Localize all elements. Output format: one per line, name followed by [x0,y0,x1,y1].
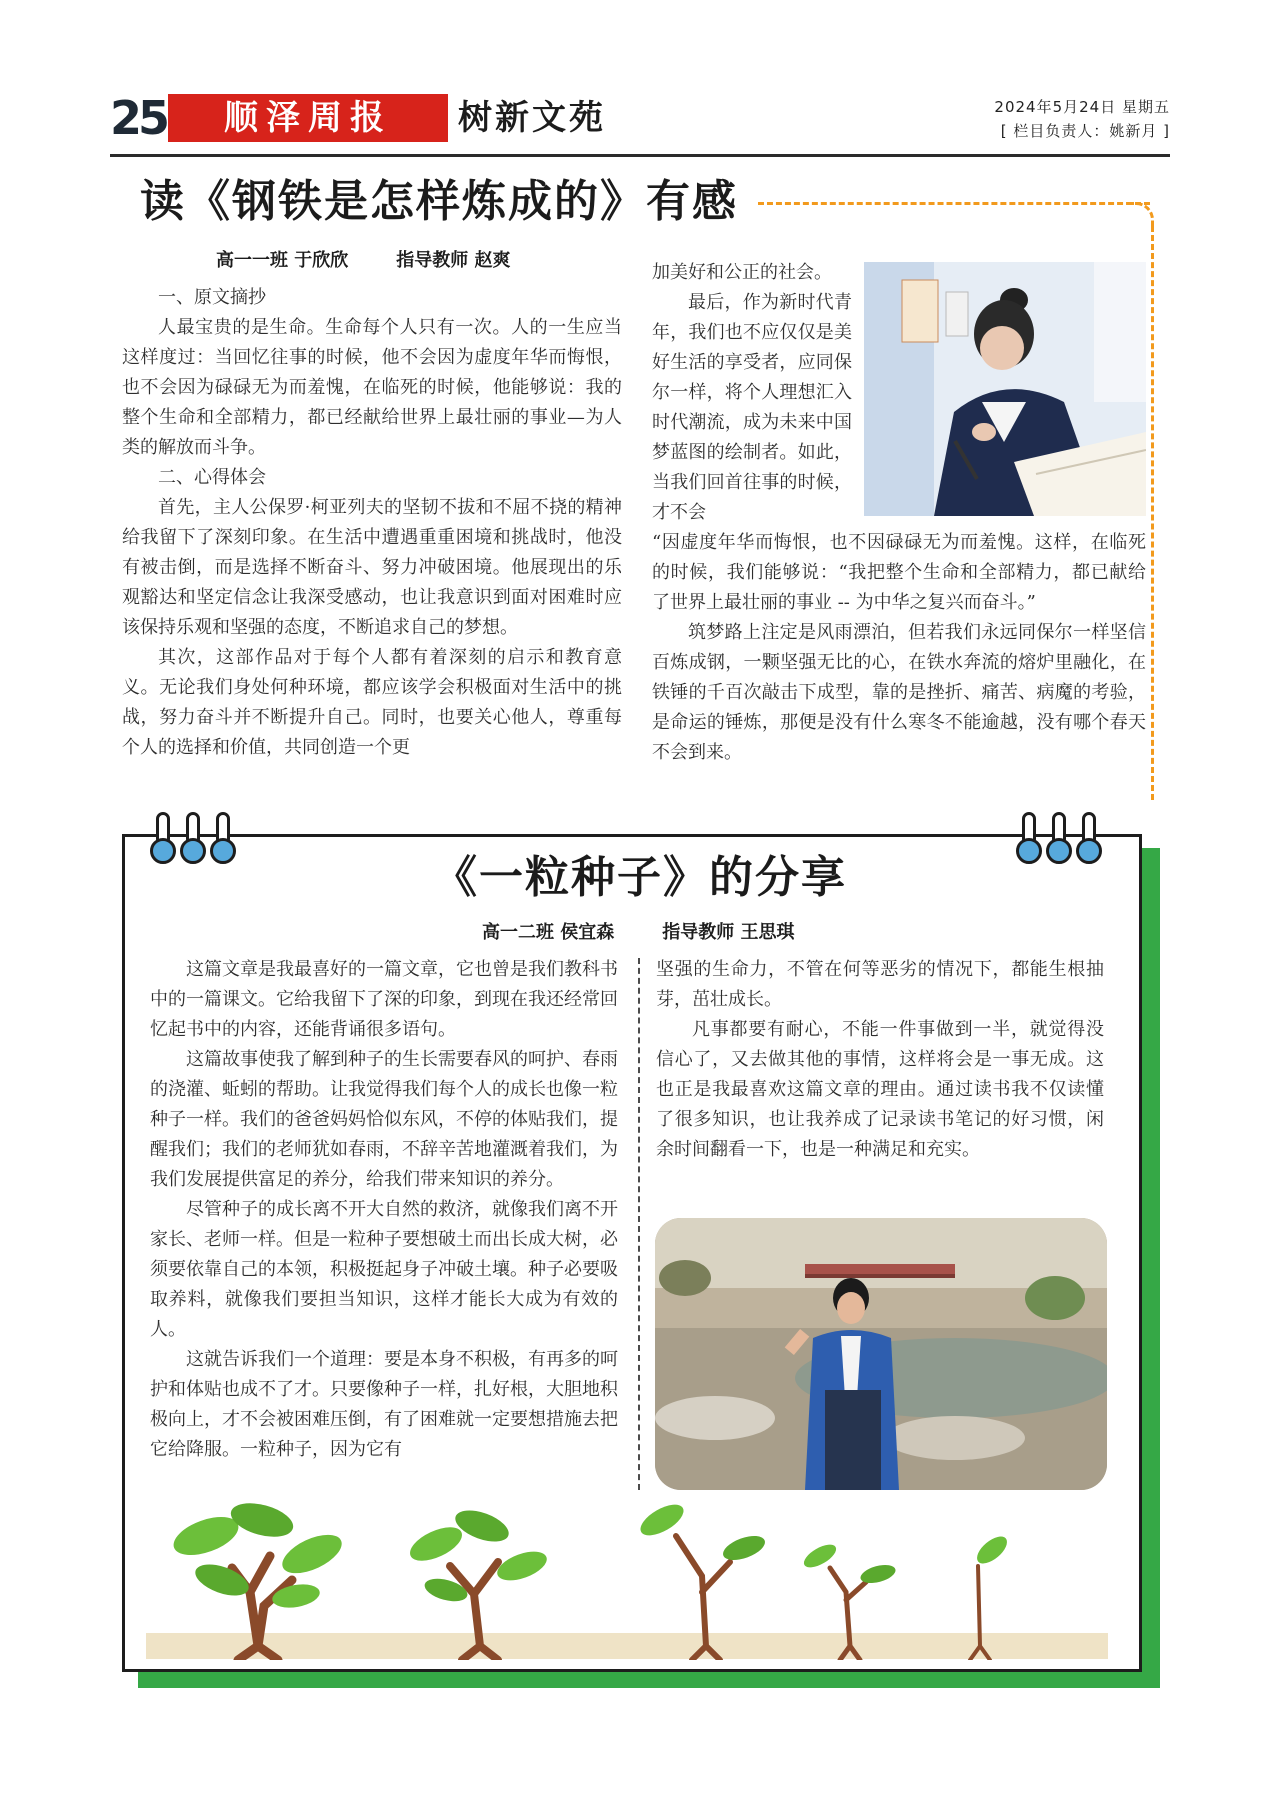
paragraph: 加美好和公正的社会。 [652,262,832,283]
paragraph: 这篇文章是我最喜好的一篇文章，它也曾是我们教科书中的一篇课文。它给我留下了深的印象，到现在我还经常回忆起书中的内容，还能背诵很多语句。 [150,959,618,1040]
article1-teacher: 指导教师 赵爽 [396,250,511,271]
small-sprout-icon [800,1540,897,1660]
article1-dashed-side [1151,226,1154,800]
column-editor: [ 栏目负责人：姚新月 ] [1000,122,1170,140]
paragraph: “因虚度年华而悔恨，也不因碌碌无为而羞愧。这样，在临死的时候，我们能够说：“我把整个生命和全部精力，都已献给了世界上最壮丽的事业 -- 为中华之复兴而奋斗。” [652,532,1146,613]
article2-author: 高一二班 侯宜森 [482,922,615,943]
article2-teacher: 指导教师 王思琪 [662,922,795,943]
column-divider [638,958,640,1490]
column-name: 树新文苑 [458,98,606,138]
seedling-icon [970,1532,1012,1660]
paragraph: 筑梦路上注定是风雨漂泊，但若我们永远同保尔一样坚信百炼成钢，一颗坚强无比的心，在铁水奔流的熔炉里融化，在铁锤的千百次敲击下成型，靠的是挫折、痛苦、病魔的考验，是命运的锤炼，那便是没有什么寒冬不能逾越，没有哪个春天不会到来。 [652,622,1146,763]
page-number: 25 [110,91,167,145]
article2-column-left [150,955,618,1465]
paper-logo: 顺泽周报 [168,94,448,142]
article1-column-right-bottom [652,528,1146,768]
article2-byline [482,918,795,944]
article1-author: 高一一班 于欣欣 [216,250,349,271]
large-tree-icon [169,1497,348,1660]
paragraph: 最后，作为新时代青年，我们也不应仅仅是美好生活的享受者，应同保尔一样，将个人理想汇入时代潮流，成为未来中国梦蓝图的绘制者。如此，当我们回首往事的时候，才不会 [652,292,852,523]
article2-column-right [656,955,1104,1165]
article1-byline [216,246,511,272]
paragraph: 其次，这部作品对于每个人都有着深刻的启示和教育意义。无论我们身处何种环境，都应该学会积极面对生活中的挑战，努力奋斗并不断提升自己。同时，也要关心他人，尊重每个人的选择和价值，共同创造一个更 [122,647,622,758]
article2-title: 《一粒种子》的分享 [433,852,847,903]
paragraph: 尽管种子的成长离不开大自然的救济，就像我们离不开家长、老师一样。但是一粒种子要想破土而出长成大树，必须要依靠自己的本领，积极挺起身子冲破土壤。种子必要吸取养料，就像我们要担当知识，这样才能长大成为有效的人。 [150,1199,618,1340]
student-writing-photo [864,262,1146,516]
masthead-rule [110,154,1170,157]
issue-date: 2024年5月24日 星期五 [994,98,1170,116]
growing-trees-illustration [146,1496,1108,1660]
student-writing-illustration [864,262,1146,516]
article1-dashed-corner [1128,202,1154,226]
student-park-illustration [655,1218,1107,1490]
paragraph: 坚强的生命力，不管在何等恶劣的情况下，都能生根抽芽，茁壮成长。 [656,959,1104,1010]
masthead [110,92,1170,154]
article1-column-left [122,283,622,763]
section-heading: 一、原文摘抄 [158,287,266,308]
medium-tree-icon [405,1504,550,1660]
article1-dashed-border [758,202,1150,205]
paragraph: 凡事都要有耐心，不能一件事做到一半，就觉得没信心了，又去做其他的事情，这样将会是一事无成。这也正是我最喜欢这篇文章的理由。通过读书我不仅读懂了很多知识，也让我养成了记录读书笔记的好习惯，闲余时间翻看一下，也是一种满足和充实。 [656,1019,1104,1160]
article1-column-right-top [652,258,852,528]
section-heading: 二、心得体会 [158,467,266,488]
sapling-icon [636,1498,768,1660]
student-park-photo [655,1218,1107,1490]
paragraph: 这就告诉我们一个道理：要是本身不积极，有再多的呵护和体贴也成不了才。只要像种子一样，扎好根，大胆地积极向上，才不会被困难压倒，有了困难就一定要想措施去把它给降服。一粒种子，因为它有 [150,1349,618,1460]
paragraph: 这篇故事使我了解到种子的生长需要春风的呵护、春雨的浇灌、蚯蚓的帮助。让我觉得我们每个人的成长也像一粒种子一样。我们的爸爸妈妈恰似东风，不停的体贴我们，提醒我们；我们的老师犹如春雨，不辞辛苦地灌溉着我们，为我们发展提供富足的养分，给我们带来知识的养分。 [150,1049,618,1190]
article1-title: 读《钢铁是怎样炼成的》有感 [140,176,738,227]
paragraph: 首先，主人公保罗·柯亚列夫的坚韧不拔和不屈不挠的精神给我留下了深刻印象。在生活中遭遇重重困境和挑战时，他没有被击倒，而是选择不断奋斗、努力冲破困境。他展现出的乐观豁达和坚定信念让我深受感动，也让我意识到面对困难时应该保持乐观和坚强的态度，不断追求自己的梦想。 [122,497,622,638]
paragraph: 人最宝贵的是生命。生命每个人只有一次。人的一生应当这样度过：当回忆往事的时候，他不会因为虚度年华而悔恨，也不会因为碌碌无为而羞愧，在临死的时候，他能够说：我的整个生命和全部精力，都已经献给世界上最壮丽的事业—为人类的解放而斗争。 [122,317,622,458]
